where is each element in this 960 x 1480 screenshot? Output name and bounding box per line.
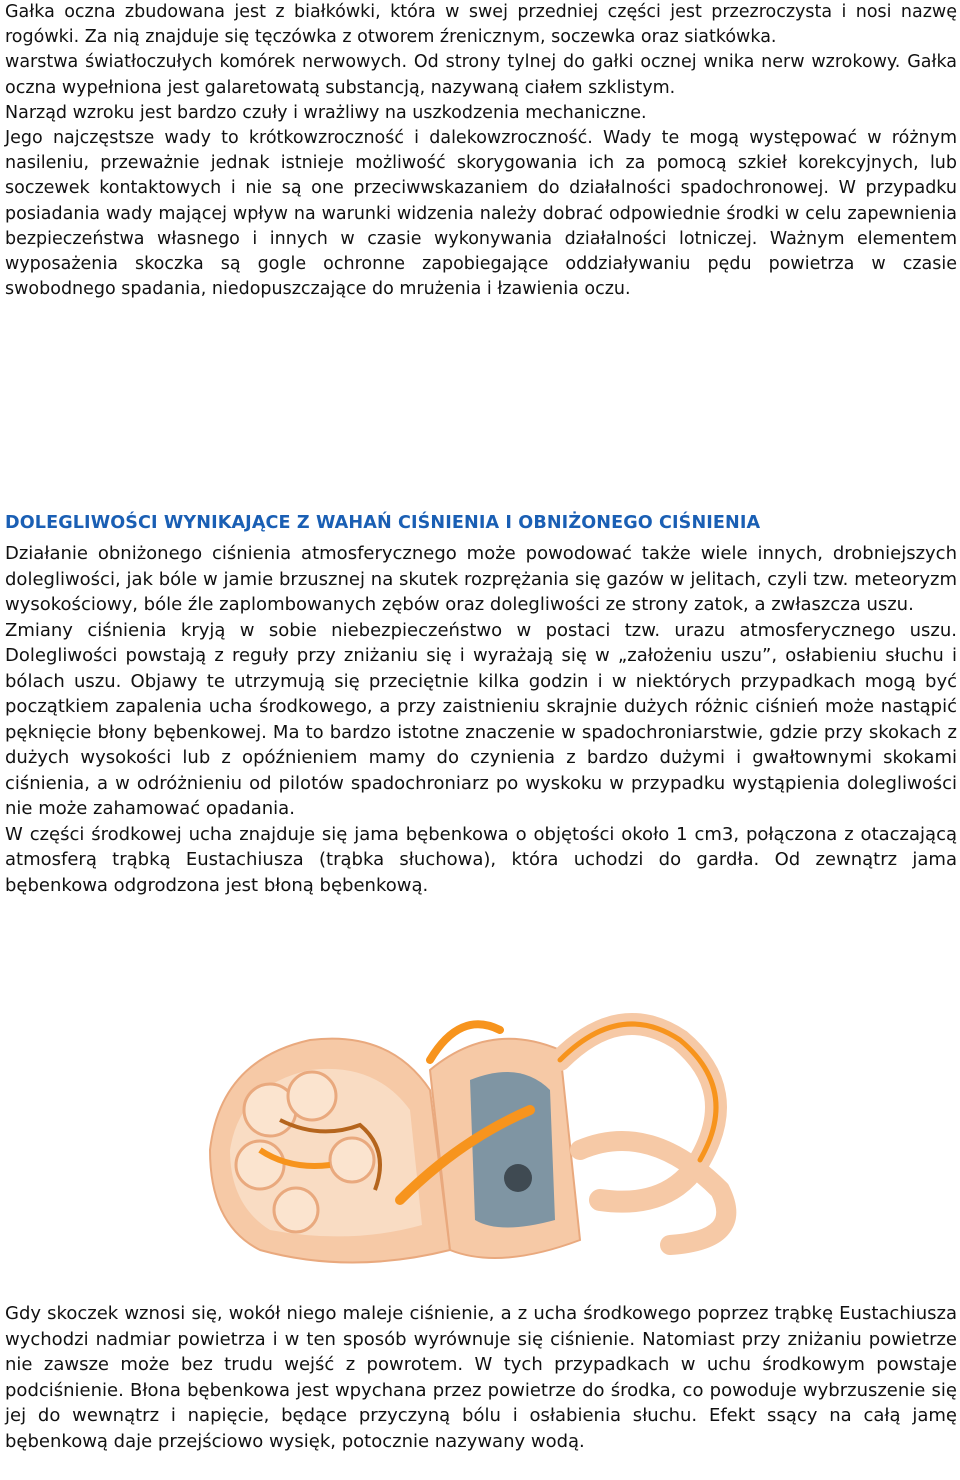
intro-paragraph-eye-structure: Gałka oczna zbudowana jest z białkówki, która w swej przedniej części jest przezroczysta i nosi nazwę rogówki. Za nią znajduje się tęczówka z otworem źrenicznym, soczewka oraz siatkówka. [5,2,957,48]
closing-paragraph: Gdy skoczek wznosi się, wokół niego maleje ciśnienie, a z ucha środkowego poprzez trąbkę Eustachiusza wychodzi nadmiar powietrza i w ten sposób wyrównuje się ciśnienie. Natomiast przy zniżaniu powietrze nie zawsze może bez trudu wejść z powrotem. W tych przypadkach w uchu środkowym powstaje podciśnienie. Błona bębenkowa jest wpychana przez powietrze do środka, co powoduje wybrzuszenie się jej do wewnątrz i napięcie, będące przyczyną bólu i osłabienia słuchu. Efekt ssący na całą jamę bębenkową daje przejściowo wysięk, potocznie nazywany wodą. [5,1303,957,1452]
section-paragraph-low-pressure: Działanie obniżonego ciśnienia atmosferycznego może powodować także wiele innych, drobniejszych dolegliwości, jak bóle w jamie brzusznej na skutek rozprężania się gazów w jelitach, czyli tzw. meteoryzm wysokościowy, bóle źle zaplombowanych zębów oraz dolegliwości ze strony zatok, a zwłaszcza uszu. [5,543,957,615]
semicircular-canals [560,1024,726,1245]
section-paragraph-middle-ear: W części środkowej ucha znajduje się jama bębenkowa o objętości około 1 cm3, połączona z otaczającą atmosferą trąbką Eustachiusza (trąbka słuchowa), która uchodzi do gardła. Od zewnątrz jama bębenkowa odgrodzona jest błoną bębenkową. [5,823,957,896]
section-paragraph-ear-trauma: Zmiany ciśnienia kryją w sobie niebezpieczeństwo w postaci tzw. urazu atmosferycznego uszu. Dolegliwości powstają z reguły przy zniżaniu się i wyrażają się w „założeniu uszu”, osłabieniu słuchu i bólach uszu. Objawy te utrzymują się przeciętnie kilka godzin i w niektórych przypadkach mogą być początkiem zapalenia ucha środkowego, a przy zaistnieniu skrajnie dużych różnic ciśnień może nastąpić pęknięcie błony bębenkowej. Ma to bardzo istotne znaczenie w spadochroniarstwie, gdzie przy skokach z dużych wysokości lub z opóźnieniem mamy do czynienia z bardzo dużymi i gwałtownymi skokami ciśnienia, a w odróżnieniu od pilotów spadochroniarz po wyskoku w przypadku wystąpienia dolegliwości nie może zahamować opadania. [5,619,957,819]
inner-ear-illustration [200,1000,760,1270]
intro-paragraph-vision-defects: Jego najczęstsze wady to krótkowzroczność i dalekowzroczność. Wady te mogą występować w różnym nasileniu, przeważnie jednak istnieje możliwość skorygowania ich za pomocą szkieł korekcyjnych, lub soczewek kontaktowych i nie są one przeciwwskazaniem do działalności spadochronowej. W przypadku posiadania wady mającej wpływ na warunki widzenia należy dobrać odpowiednie środki w celu zapewnienia bezpieczeństwa własnego i innych w czasie wykonywania działalności lotniczej. Ważnym elementem wyposażenia skoczka są gogle ochronne zapobiegające oddziaływaniu pędu powietrza w czasie swobodnego spadania, niedopuszczające do mrużenia i łzawienia oczu. [5,128,957,300]
cochlea-model [210,1039,450,1263]
intro-paragraph-retina: warstwa światłoczułych komórek nerwowych. Od strony tylnej do gałki ocznej wnika nerw wzrokowy. Gałka oczna wypełniona jest galaretowatą substancją, nazywaną ciałem szklistym. [5,52,957,98]
closing-section [5,1301,957,1454]
intro-paragraph-sensitivity: Narząd wzroku jest bardzo czuły i wrażliwy na uszkodzenia mechaniczne. [5,102,647,123]
pressure-section [5,541,957,898]
section-heading: DOLEGLIWOŚCI WYNIKAJĄCE Z WAHAŃ CIŚNIENIA I OBNIŻONEGO CIŚNIENIA [5,513,761,533]
intro-section [5,0,957,302]
